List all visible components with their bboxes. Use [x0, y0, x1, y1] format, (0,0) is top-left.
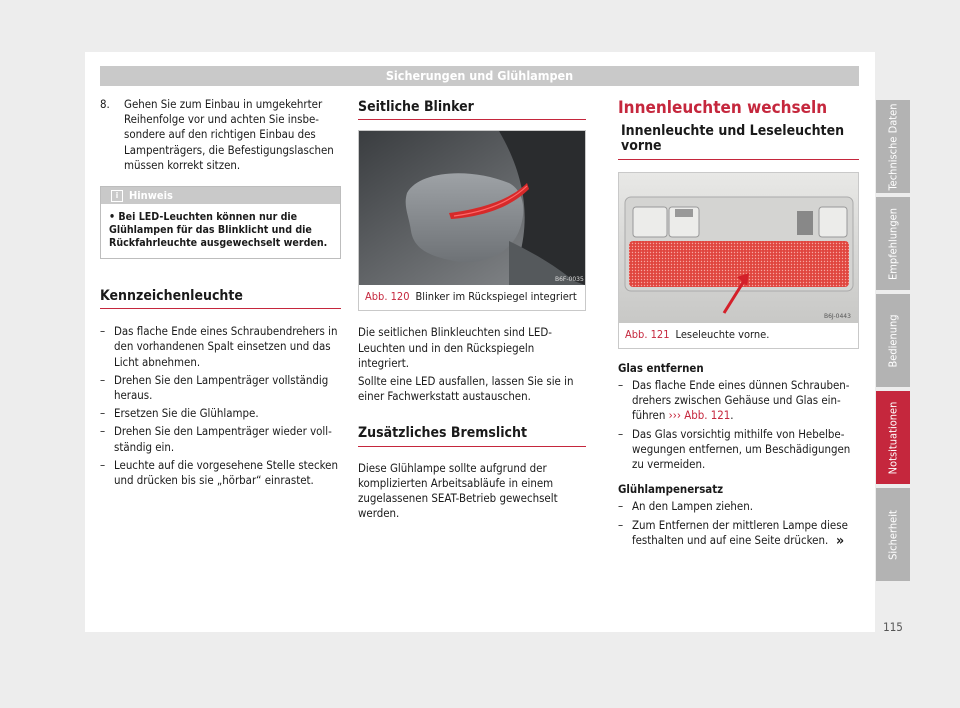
- seitliche-blinker-heading: Seitliche Blinker: [358, 100, 586, 120]
- figure-caption: [359, 285, 585, 310]
- list-item: – Das flache Ende eines Schraubendrehers in den vorhandenen Spalt einsetzen und das Licht abnehmen.: [100, 324, 341, 370]
- hinweis-title: Hinweis: [129, 189, 173, 203]
- tab-empfehlungen[interactable]: Empfehlungen: [876, 197, 910, 290]
- caption-label: Abb. 120: [365, 290, 410, 304]
- hinweis-box: [100, 186, 341, 259]
- tab-bedienung[interactable]: Bedienung: [876, 294, 910, 387]
- list-item: – Zum Entfernen der mittleren Lampe diese festhalten und auf eine Seite drücken.: [618, 518, 859, 548]
- glas-heading: Glas entfernen: [618, 360, 704, 375]
- list-item: – Das Glas vorsichtig mithilfe von Hebelbewegungen entfernen, um Beschädigungen zu vermeiden.: [618, 427, 859, 473]
- caption-text: Leseleuchte vorne.: [675, 327, 770, 341]
- column-right: [618, 98, 859, 551]
- step-number: 8.: [100, 97, 110, 111]
- tab-technische-daten[interactable]: Technische Daten: [876, 100, 910, 193]
- kennzeichen-list: [100, 324, 341, 488]
- figure-reference-link[interactable]: ››› Abb. 121: [668, 408, 731, 423]
- paragraph: Diese Glühlampe sollte aufgrund der komplizierten Arbeitsabläufe in einem zugelassenen SEAT-Betrieb gewechselt werden.: [358, 460, 558, 521]
- column-left: [100, 97, 341, 491]
- tab-notsituationen[interactable]: Notsituationen: [876, 391, 910, 484]
- innenleuchte-heading: Innenleuchte und Leseleuchten vorne: [618, 124, 859, 159]
- list-item: – Leuchte auf die vorgesehene Stelle stecken und drücken bis sie „hörbar“ einrastet.: [100, 458, 341, 488]
- zusaetzliches-bremslicht-heading: Zusätzliches Bremslicht: [358, 426, 586, 446]
- hinweis-text: • Bei LED-Leuchten können nur die Glühlampen für das Blinklicht und die Rückfahrleuchte ausgewechselt werden.: [109, 211, 328, 250]
- figure-120: [358, 130, 586, 311]
- list-item: – Das flache Ende eines dünnen Schraubendrehers zwischen Gehäuse und Glas einführen ››› Abb. 121.: [618, 378, 859, 424]
- reading-light-illustration: [619, 173, 858, 323]
- step-8: [100, 97, 341, 173]
- list-item: – Drehen Sie den Lampenträger wieder vollständig ein.: [100, 424, 341, 454]
- step-text: Gehen Sie zum Einbau in umgekehrter Reihenfolge vor und achten Sie insbesondere auf den richtigen Einbau des Lampenträgers, die Befestigungslaschen müssen korrekt sitzen.: [124, 97, 334, 172]
- list-item: – Drehen Sie den Lampenträger vollständig heraus.: [100, 373, 341, 403]
- column-middle: [358, 100, 586, 521]
- continue-mark: »: [836, 533, 845, 549]
- paragraph: Sollte eine LED ausfallen, lassen Sie sie in einer Fachwerkstatt austauschen.: [358, 374, 574, 404]
- list-item: – Ersetzen Sie die Glühlampe.: [100, 406, 341, 421]
- info-icon: i: [111, 190, 123, 202]
- kennzeichen-heading: Kennzeichenleuchte: [100, 289, 341, 309]
- innenleuchten-title: Innenleuchten wechseln: [618, 98, 828, 118]
- paragraph: Die seitlichen Blinkleuchten sind LED-Leuchten und in den Rückspiegeln integriert.: [358, 325, 552, 370]
- mirror-illustration: [359, 131, 585, 285]
- figure-code: B6J-0443: [824, 312, 851, 320]
- ersatz-heading: Glühlampenersatz: [618, 482, 724, 497]
- page-header: Sicherungen und Glühlampen: [100, 66, 859, 86]
- page-number: 115: [883, 620, 903, 634]
- figure-caption: [619, 323, 858, 348]
- figure-code: B6F-0035: [555, 276, 584, 284]
- figure-121: [618, 172, 859, 349]
- caption-text: Blinker im Rückspiegel integriert: [415, 290, 577, 304]
- hinweis-header: [101, 187, 340, 204]
- caption-label: Abb. 121: [625, 327, 670, 341]
- tab-sicherheit[interactable]: Sicherheit: [876, 488, 910, 581]
- list-item: – An den Lampen ziehen.: [618, 499, 859, 514]
